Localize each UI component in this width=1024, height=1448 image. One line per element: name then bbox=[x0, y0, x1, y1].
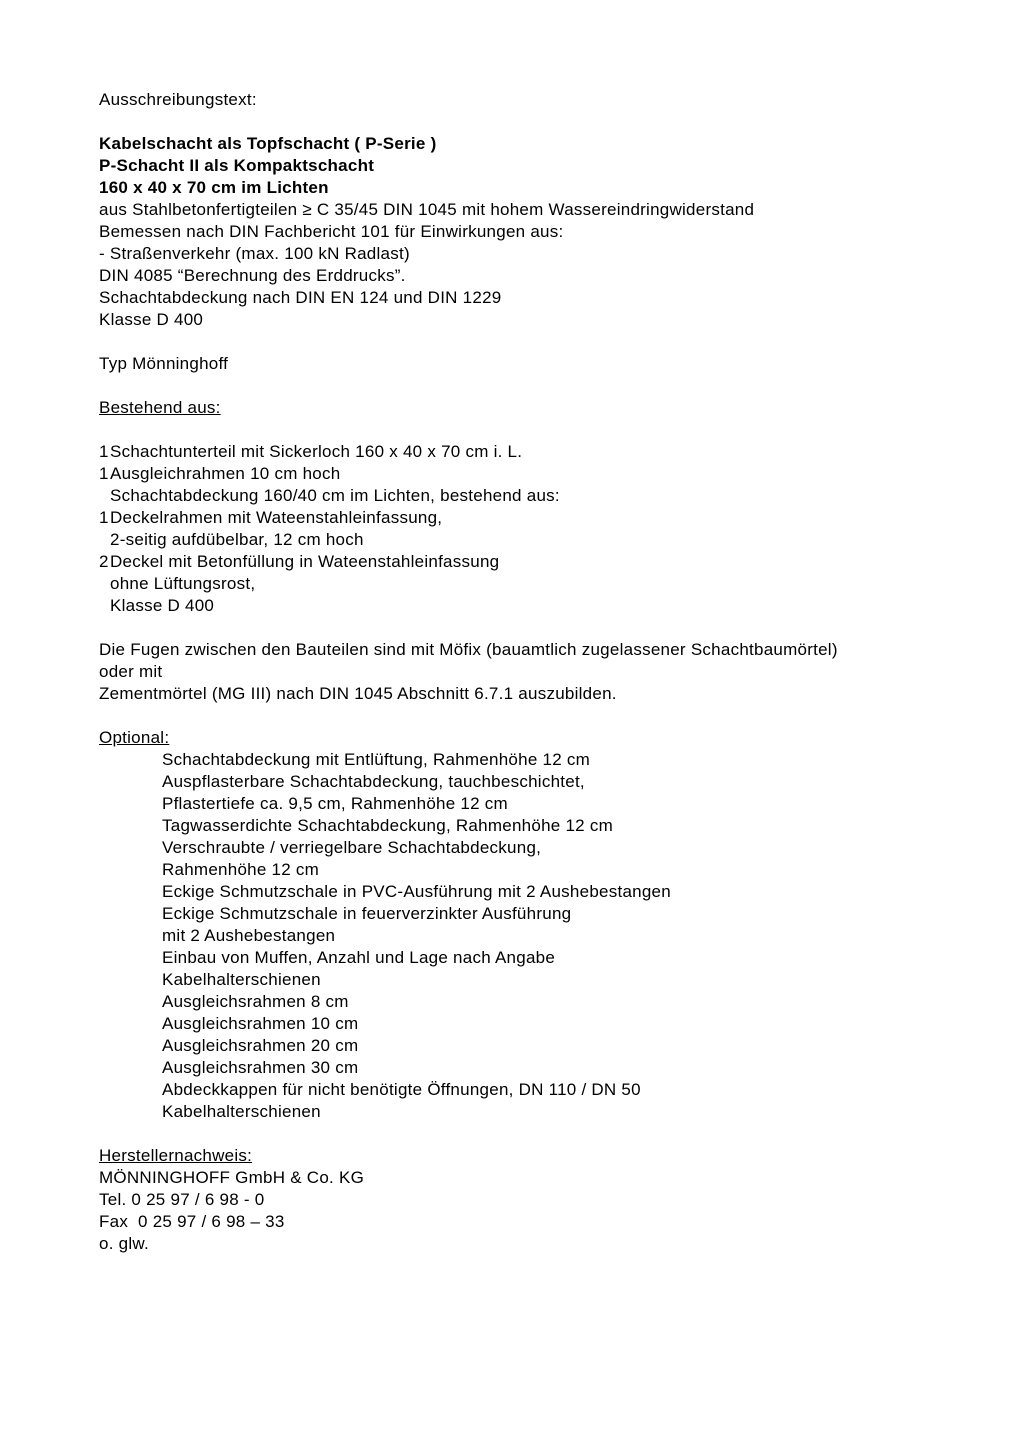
component-qty: 1 bbox=[99, 464, 109, 483]
fugen-line: Zementmörtel (MG III) nach DIN 1045 Abschnitt 6.7.1 auszubilden. bbox=[99, 684, 617, 703]
blank-line bbox=[99, 111, 994, 133]
blank-line bbox=[99, 705, 994, 727]
optional-item: mit 2 Aushebestangen bbox=[162, 926, 336, 945]
component-item bbox=[99, 507, 994, 529]
manufacturer-heading-text: Herstellernachweis: bbox=[99, 1146, 253, 1165]
component-item bbox=[99, 441, 994, 463]
fugen-line: oder mit bbox=[99, 662, 163, 681]
optional-item: Verschraubte / verriegelbare Schachtabdeckung, bbox=[162, 838, 542, 857]
manufacturer-equivalent-note: o. glw. bbox=[99, 1234, 149, 1253]
bestehend-heading-text: Bestehend aus: bbox=[99, 398, 221, 417]
fugen-paragraph bbox=[99, 639, 994, 705]
component-item bbox=[99, 529, 994, 551]
bestehend-heading bbox=[99, 397, 994, 419]
component-text: Schachtunterteil mit Sickerloch 160 x 40 x 70 cm i. L. bbox=[110, 442, 523, 461]
blank-line bbox=[99, 1123, 994, 1145]
component-text: Deckelrahmen mit Wateenstahleinfassung, bbox=[110, 508, 443, 527]
optional-item: Pflastertiefe ca. 9,5 cm, Rahmenhöhe 12 cm bbox=[162, 794, 508, 813]
blank-line bbox=[99, 419, 994, 441]
component-list bbox=[99, 441, 994, 617]
component-text: ohne Lüftungsrost, bbox=[110, 574, 256, 593]
optional-item: Abdeckkappen für nicht benötigte Öffnungen, DN 110 / DN 50 bbox=[162, 1080, 641, 1099]
type-line: Typ Mönninghoff bbox=[99, 354, 229, 373]
title-line-1: Kabelschacht als Topfschacht ( P-Serie ) bbox=[99, 134, 437, 153]
manufacturer-block bbox=[99, 1145, 994, 1255]
optional-item: Kabelhalterschienen bbox=[162, 1102, 321, 1121]
title-block bbox=[99, 133, 994, 199]
title-line-3: 160 x 40 x 70 cm im Lichten bbox=[99, 178, 329, 197]
title-line-2: P-Schacht II als Kompaktschacht bbox=[99, 156, 375, 175]
optional-item: Schachtabdeckung mit Entlüftung, Rahmenhöhe 12 cm bbox=[162, 750, 591, 769]
component-item bbox=[99, 463, 994, 485]
component-qty: 1 bbox=[99, 508, 109, 527]
optional-item: Rahmenhöhe 12 cm bbox=[162, 860, 320, 879]
optional-item: Ausgleichsrahmen 8 cm bbox=[162, 992, 349, 1011]
component-item bbox=[99, 551, 994, 573]
component-item bbox=[99, 485, 994, 507]
component-text: 2-seitig aufdübelbar, 12 cm hoch bbox=[110, 530, 364, 549]
manufacturer-tel: Tel. 0 25 97 / 6 98 - 0 bbox=[99, 1190, 265, 1209]
spec-line: Bemessen nach DIN Fachbericht 101 für Einwirkungen aus: bbox=[99, 222, 564, 241]
component-qty: 2 bbox=[99, 552, 109, 571]
optional-list bbox=[99, 749, 994, 1123]
optional-heading bbox=[99, 727, 994, 749]
component-text: Schachtabdeckung 160/40 cm im Lichten, bestehend aus: bbox=[110, 486, 560, 505]
blank-line bbox=[99, 375, 994, 397]
optional-heading-text: Optional: bbox=[99, 728, 170, 747]
component-item bbox=[99, 595, 994, 617]
manufacturer-fax: Fax 0 25 97 / 6 98 – 33 bbox=[99, 1212, 285, 1231]
optional-item: Ausgleichsrahmen 30 cm bbox=[162, 1058, 359, 1077]
blank-line bbox=[99, 331, 994, 353]
manufacturer-name: MÖNNINGHOFF GmbH & Co. KG bbox=[99, 1168, 365, 1187]
spec-paragraph bbox=[99, 199, 994, 331]
optional-item: Kabelhalterschienen bbox=[162, 970, 321, 989]
intro-label: Ausschreibungstext: bbox=[99, 90, 257, 109]
component-qty: 1 bbox=[99, 442, 109, 461]
component-item bbox=[99, 573, 994, 595]
component-text: Klasse D 400 bbox=[110, 596, 215, 615]
component-text: Ausgleichrahmen 10 cm hoch bbox=[110, 464, 341, 483]
optional-item: Ausgleichsrahmen 20 cm bbox=[162, 1036, 359, 1055]
optional-item: Tagwasserdichte Schachtabdeckung, Rahmenhöhe 12 cm bbox=[162, 816, 613, 835]
spec-line: DIN 4085 “Berechnung des Erddrucks”. bbox=[99, 266, 406, 285]
spec-line: - Straßenverkehr (max. 100 kN Radlast) bbox=[99, 244, 410, 263]
optional-item: Eckige Schmutzschale in feuerverzinkter Ausführung bbox=[162, 904, 572, 923]
optional-item: Ausgleichsrahmen 10 cm bbox=[162, 1014, 359, 1033]
spec-line: aus Stahlbetonfertigteilen ≥ C 35/45 DIN 1045 mit hohem Wassereindringwiderstand bbox=[99, 200, 755, 219]
optional-item: Eckige Schmutzschale in PVC-Ausführung mit 2 Aushebestangen bbox=[162, 882, 671, 901]
spec-line: Klasse D 400 bbox=[99, 310, 204, 329]
blank-line bbox=[99, 617, 994, 639]
component-text: Deckel mit Betonfüllung in Wateenstahleinfassung bbox=[110, 552, 500, 571]
fugen-line: Die Fugen zwischen den Bauteilen sind mit Möfix (bauamtlich zugelassener Schachtbaumörtel) bbox=[99, 640, 838, 659]
manufacturer-heading bbox=[99, 1145, 994, 1167]
optional-item: Einbau von Muffen, Anzahl und Lage nach Angabe bbox=[162, 948, 556, 967]
optional-item: Auspflasterbare Schachtabdeckung, tauchbeschichtet, bbox=[162, 772, 585, 791]
spec-line: Schachtabdeckung nach DIN EN 124 und DIN 1229 bbox=[99, 288, 502, 307]
